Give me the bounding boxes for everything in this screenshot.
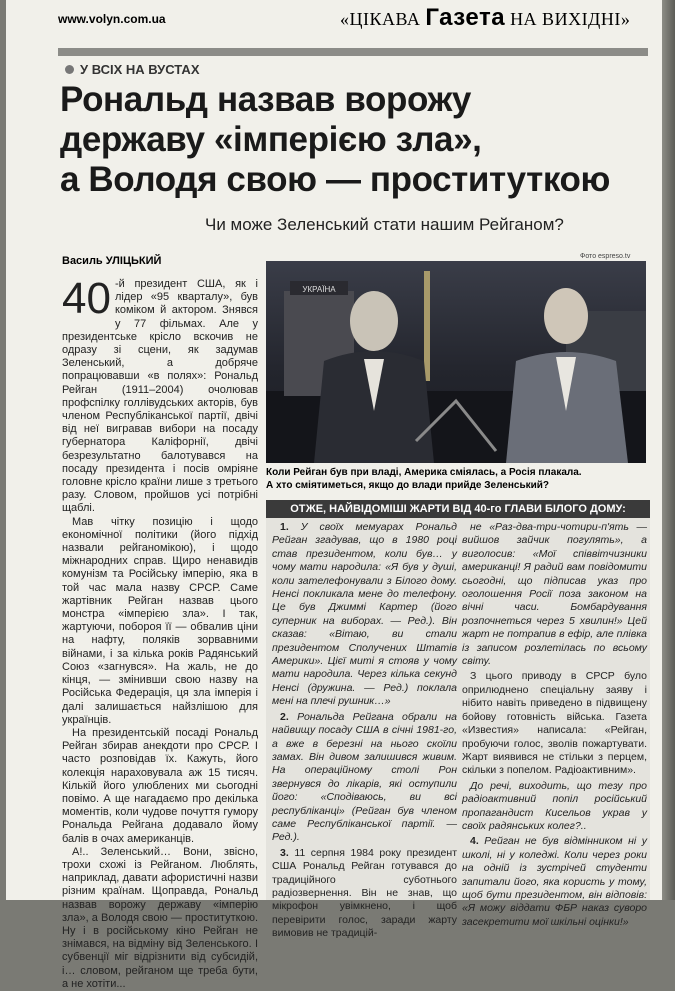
photo-caption <box>266 466 646 492</box>
article-paragraph-1-text: -й президент США, як і лідер «95 кварталу», був коміком й актором. Знявся у 77 фільмах. Але у президентське крісло вскочив не одразу зі сцени, як задумав Зеленський, а добряче попрацювавши «в полях»: Рональд Рейган (1911–2004) очолював профспілку голлівудських акторів, був членом Республіканської партії, двічі від неї вигравав вибори на посаду губернатора Каліфорнії, двічі безрезультатно балотувався на посаду президента і посів омріяне головне крісло країни лише з третього разу. Словом, пройшов усі потрібні щаблі. <box>62 278 258 515</box>
photo-monument <box>424 271 430 381</box>
headline <box>60 80 660 200</box>
masthead <box>340 4 630 32</box>
jokes-column-1 <box>272 521 457 943</box>
section-label <box>65 62 200 77</box>
site-url: www.volyn.com.ua <box>58 12 166 26</box>
masthead-post: НА ВИХІДНІ» <box>510 9 631 29</box>
joke-1-text: У своїх мемуарах Рональд Рейган згадував, що в 1980 році став президентом, коли був… у чому мати народила: «Я був у душі, коли зателефонували з Білого дому. Ненсі покликала мене до телефону. Це був Джиммі Картер (його суперник на виборах. — Ред.). Він сказав: «Вітаю, ви стали президентом Сполучених Штатів Америки». Цієї миті я стояв у чому мати народила. Через кілька секунд Ненсі (дружина. — Ред.) поклала мені на плечі рушник…» <box>272 521 457 708</box>
joke-4-text: Рейган не був відмінником ні у школі, ні у коледжі. Коли через роки на одній із зустрічей студенти запитали його, яка користь у тому, щоб бути президентом, він відповів: «Я можу віддати ФБР наказ суворо засекретити мої шкільні оцінки!» <box>462 835 647 928</box>
masthead-pre: «ЦІКАВА <box>340 9 421 29</box>
photo-illustration <box>266 261 646 463</box>
joke-3 <box>272 847 457 941</box>
joke-1 <box>272 521 457 709</box>
article-paragraph-4: А!.. Зеленський… Вони, звісно, трохи схожі із Рейганом. Люблять, наприклад, давати афористичні назви різним країнам. Щоправда, Рональд назвав ворожу державу «імперію зла», а Володя свою — проституткою. Ну і в російському кіно Рейган не знімався, на відміну від Зеленського. І субвенції міг відрізнити від субсидій, і… словом, рейганом ще треба бути, а не хотіти... <box>62 845 258 990</box>
photo-sign-text: УКРАЇНА <box>302 285 336 294</box>
header-rule <box>58 48 648 56</box>
article-left-column <box>62 274 258 991</box>
jokes-box-title: ОТЖЕ, НАЙВІДОМІШІ ЖАРТИ ВІД 40-го ГЛАВИ БІЛОГО ДОМУ: <box>266 500 650 518</box>
joke-3-text: 11 серпня 1984 року президент США Рональд Рейган готувався до традиційного суботнього радіозвернення. Він не знав, що мікрофон увімкнено, і щоб перевірити голос, заради жарту вимовив не традицій- <box>272 846 457 940</box>
article-paragraph-3: На президентській посаді Рональд Рейган збирав анекдоти про СРСР. І часто розповідав їх. Кажуть, його колекція нараховувала аж 15 тисяч. Кількій його улюблених ми сьогодні повімо. А ще нагадаємо про декілька моментів, коли чудове почуття гумору Рональда Рейгана додавало йому балів в очах американців. <box>62 726 258 845</box>
article-paragraph-2: Мав чітку позицію і щодо економічної політики (його підхід назвали рейганомікою), і щодо міжнародних справ. Щиро ненавидів комунізм та Російську імперію, яка в той час мала назву СРСР. Саме жартівник Рейган назвав цього монстра «імперією зла». І так, жартуючи, побороя її — обвалив ціни на нафту, поляків зорвавними війнами, і за кілька років Радянський Союз «загнувся». На жаль, не до кінця, — змінивши свою назву на Російська Федерація, ця зла імперія і далі залишається найзлішою для українців. <box>62 515 258 726</box>
article-photo <box>266 261 646 463</box>
section-label-text: У ВСІХ НА ВУСТАХ <box>80 62 200 77</box>
kiselev-paragraph: До речі, виходить, що тезу про радіоактивний попіл російський пропагандист Кисельов украв у своїх радянських колег?.. <box>462 779 647 832</box>
headline-line-1: Рональд назвав ворожу <box>60 80 471 119</box>
joke-3-continued: не «Раз-два-три-чотири-п'ять — вийшов зайчик погулять», а виголосив: «Мої співвітчизники американці! Я радий вам повідомити сьогодні, що підписав указ про оголошення Росії поза законом на вічні часи. Бомбардування розпочнеться через 5 хвилин!» Цей жарт не потрапив в ефір, але плівка із записом розлетілась по всьому світу. <box>462 521 647 668</box>
author-byline: Василь УЛІЦЬКИЙ <box>62 255 162 267</box>
masthead-main: Газета <box>425 4 506 31</box>
joke-4 <box>462 835 647 929</box>
subheadline: Чи може Зеленський стати нашим Рейганом? <box>205 215 564 234</box>
page-edge-shadow <box>662 0 675 900</box>
article-paragraph-1 <box>62 274 258 516</box>
joke-4-number: 4. <box>470 835 479 848</box>
headline-line-3: а Володя свою — проституткою <box>60 160 610 199</box>
headline-line-2: державу «імперією зла», <box>60 120 482 159</box>
joke-2-text: Рональда Рейгана обрали на найвищу посаду США в січні 1981-го, а вже в березні на нього скоїли замах. Він дивом залишився живим. На операційному столі Рон звернувся до лікарів, які оступили його: «Сподіваюсь, ви всі республіканці» (Рейган був членом саме Республіканської партії. — Ред.). <box>272 710 457 844</box>
joke-3-number: 3. <box>280 846 289 859</box>
joke-2-number: 2. <box>280 710 289 723</box>
joke-1-number: 1. <box>280 521 289 533</box>
soviet-reaction-paragraph: З цього приводу в СРСР було оприлюднено спеціальну заяву і нібито навіть приведено в підвищену бойову готовність війська. Газета «Известия» написала: «Рейган, пробуючи голос, зволів пожартувати. Жарт виявився не стільки з перцем, скільки з попелом. Радіоактивним». <box>462 670 647 777</box>
photo-credit: Фото espreso.tv <box>580 253 631 260</box>
zelensky-head <box>544 288 588 344</box>
joke-2 <box>272 711 457 845</box>
caption-line-2: А хто сміятиметься, якщо до влади прийде Зеленський? <box>266 480 550 491</box>
section-bullet-icon <box>65 65 74 74</box>
jokes-column-2 <box>462 521 647 931</box>
dropcap: 40 <box>62 274 111 323</box>
caption-line-1: Коли Рейган був при владі, Америка сміялась, а Росія плакала. <box>266 467 582 478</box>
reagan-head <box>350 291 398 351</box>
